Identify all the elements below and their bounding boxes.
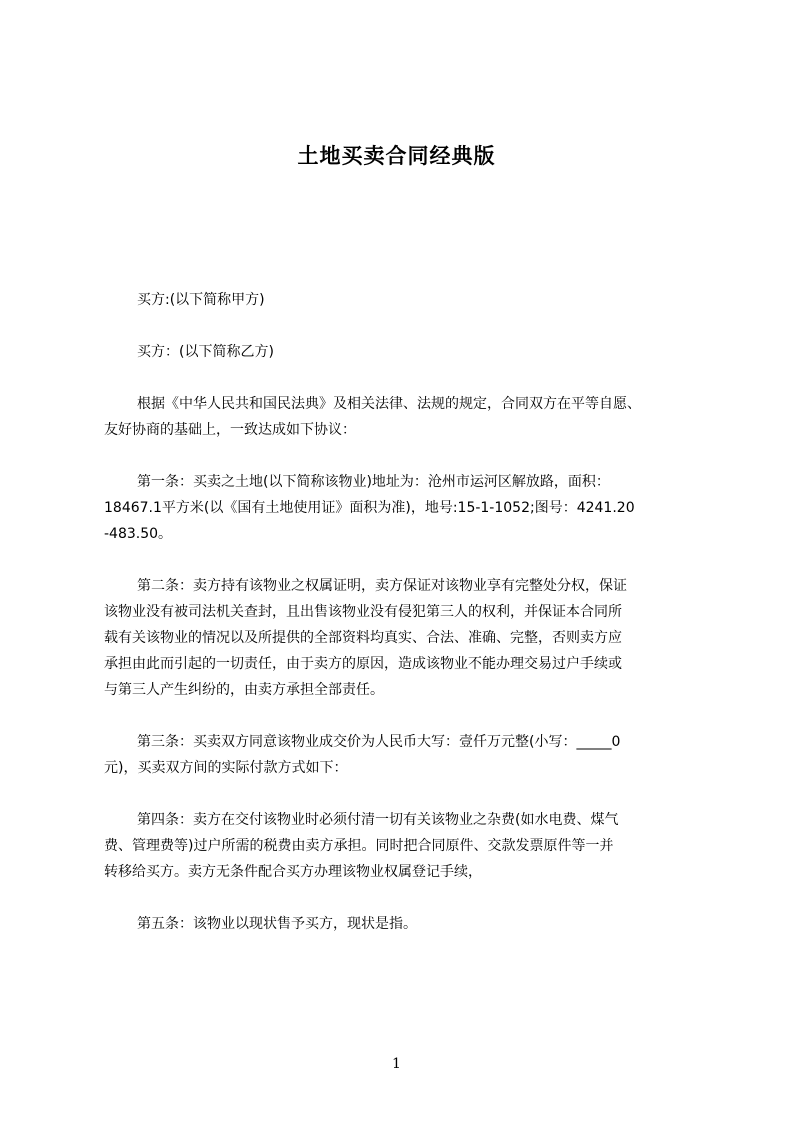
text-line: 承担由此而引起的一切责任，由于卖方的原因，造成该物业不能办理交易过户手续或 (104, 656, 622, 672)
text-line: -483.50。 (104, 526, 173, 542)
text-line: 买方：(以下简称乙方) (137, 344, 274, 360)
paragraph-buyer-b (104, 339, 698, 365)
page-number: 1 (392, 1056, 401, 1072)
text-line: 载有关该物业的情况以及所提供的全部资料均真实、合法、准确、完整，否则卖方应 (104, 630, 622, 646)
document-body (104, 287, 698, 963)
text-line: 买方:(以下简称甲方) (137, 292, 265, 308)
text-line: 费、管理费等)过户所需的税费由卖方承担。同时把合同原件、交款发票原件等一并 (104, 838, 614, 854)
text-line: 与第三人产生纠纷的，由卖方承担全部责任。 (104, 682, 384, 698)
text-line: 元)，买卖双方间的实际付款方式如下： (104, 760, 348, 776)
text-line: 第一条：买卖之土地(以下简称该物业)地址为：沧州市运河区解放路，面积： (137, 474, 610, 490)
paragraph-article-5 (104, 911, 698, 937)
text-line: 转移给买方。卖方无条件配合买方办理该物业权属登记手续， (104, 864, 482, 880)
text-line: 第五条：该物业以现状售予买方，现状是指。 (137, 916, 417, 932)
text-line: 友好协商的基础上，一致达成如下协议： (104, 422, 356, 438)
text-line: 第三条：买卖双方同意该物业成交价为人民币大写：壹仟万元整(小写：_____0 (137, 734, 621, 750)
paragraph-preamble (104, 391, 698, 443)
paragraph-article-2 (104, 573, 698, 703)
text-line: 该物业没有被司法机关查封，且出售该物业没有侵犯第三人的权利，并保证本合同所 (104, 604, 622, 620)
text-line: 第二条：卖方持有该物业之权属证明，卖方保证对该物业享有完整处分权，保证 (137, 578, 627, 594)
paragraph-article-3 (104, 729, 698, 781)
text-line: 18467.1平方米(以《国有土地使用证》面积为准)，地号:15-1-1052;图号：4241.20 (104, 500, 635, 516)
text-line: 第四条：卖方在交付该物业时必须付清一切有关该物业之杂费(如水电费、煤气 (137, 812, 619, 828)
document-title: 土地买卖合同经典版 (297, 144, 496, 168)
text-line: 根据《中华人民共和国民法典》及相关法律、法规的规定，合同双方在平等自愿、 (137, 396, 641, 412)
paragraph-article-4 (104, 807, 698, 885)
paragraph-article-1 (104, 469, 698, 547)
paragraph-buyer-a (104, 287, 698, 313)
